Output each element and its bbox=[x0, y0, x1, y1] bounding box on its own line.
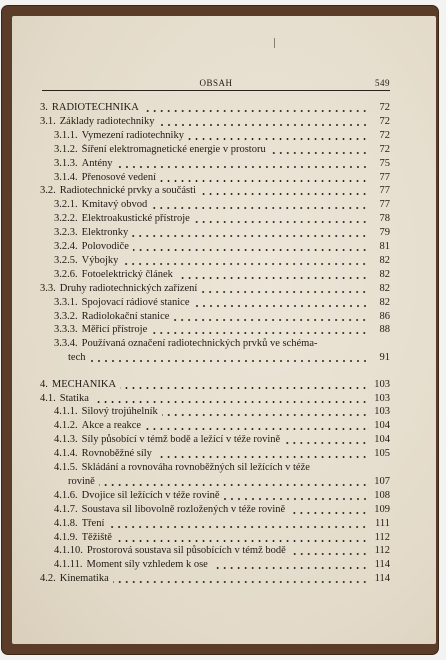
toc-entry-title: Elektroakustické přístroje bbox=[81, 213, 190, 225]
toc-subsection[interactable] bbox=[54, 545, 390, 557]
toc-entry-number: 4.1.7. bbox=[54, 503, 78, 515]
toc-entry[interactable] bbox=[54, 338, 390, 350]
toc-chapter[interactable] bbox=[40, 102, 390, 114]
toc-entry-title-continuation: rovině bbox=[68, 475, 95, 487]
toc-entry-number: 4.1.3. bbox=[54, 434, 78, 446]
header-title: OBSAH bbox=[199, 78, 233, 88]
toc-subsection[interactable] bbox=[54, 269, 390, 281]
toc-entry-number: 4.1.8. bbox=[54, 517, 78, 529]
toc-entry-number: 3.3.1. bbox=[54, 296, 78, 308]
toc-entry-title: Fotoelektrický článek bbox=[81, 268, 173, 280]
toc-subsection[interactable] bbox=[54, 532, 390, 544]
dot-leader bbox=[173, 319, 368, 321]
toc-subsection[interactable] bbox=[54, 144, 390, 156]
toc-chapter[interactable] bbox=[40, 379, 390, 391]
dot-leader bbox=[177, 277, 368, 279]
toc-entry-number: 3.1.3. bbox=[54, 157, 78, 169]
dot-leader bbox=[156, 456, 368, 458]
toc-entry-number: 4.1. bbox=[40, 392, 56, 404]
dot-leader bbox=[200, 193, 368, 195]
dot-leader bbox=[143, 110, 368, 112]
toc-section[interactable] bbox=[40, 185, 390, 197]
toc-entry-title: MECHANIKA bbox=[51, 378, 117, 390]
toc-entry-number: 3.2. bbox=[40, 185, 56, 197]
dot-leader bbox=[122, 263, 368, 265]
toc-entry-title: Těžiště bbox=[81, 531, 112, 543]
toc-entry-number: 3.2.2. bbox=[54, 213, 78, 225]
toc-entry-number: 4.1.1. bbox=[54, 406, 78, 418]
toc-entry-page: 104 bbox=[374, 420, 390, 432]
toc-entry-continuation[interactable] bbox=[68, 352, 390, 364]
toc-entry-page: 72 bbox=[379, 115, 390, 127]
dot-leader bbox=[160, 180, 368, 182]
dot-leader bbox=[113, 581, 368, 583]
toc-entry-number: 4.1.2. bbox=[54, 420, 78, 432]
running-header bbox=[42, 74, 390, 91]
toc-subsection[interactable] bbox=[54, 227, 390, 239]
toc-entry-page: 104 bbox=[374, 434, 390, 446]
toc-subsection[interactable] bbox=[54, 130, 390, 142]
dot-leader bbox=[159, 124, 368, 126]
toc-subsection[interactable] bbox=[54, 490, 390, 502]
toc-entry-title: Soustava sil libovolně rozložených v téže rovině bbox=[81, 503, 286, 515]
toc-entry-number: 3.2.5. bbox=[54, 254, 78, 266]
toc-entry-number: 3.2.1. bbox=[54, 199, 78, 211]
toc-entry-title: Rovnoběžné síly bbox=[81, 448, 152, 460]
toc-entry-title: Základy radiotechniky bbox=[59, 115, 155, 127]
toc-entry-page: 114 bbox=[374, 573, 390, 585]
toc-entry-title: Druhy radiotechnických zařízení bbox=[59, 282, 198, 294]
dot-leader bbox=[224, 498, 368, 500]
dot-leader bbox=[151, 332, 368, 334]
toc-entry-page: 82 bbox=[379, 296, 390, 308]
toc-section[interactable] bbox=[40, 283, 390, 295]
toc-entry-number: 3.1.1. bbox=[54, 129, 78, 141]
dot-leader bbox=[120, 387, 368, 389]
toc-entry-page: 72 bbox=[379, 102, 390, 113]
toc-subsection[interactable] bbox=[54, 448, 390, 460]
toc-entry-title: Skládání a rovnováha rovnoběžných sil ležících v téže bbox=[81, 462, 310, 473]
toc-subsection[interactable] bbox=[54, 311, 390, 323]
toc-entry-page: 88 bbox=[379, 324, 390, 336]
toc-subsection[interactable] bbox=[54, 518, 390, 530]
toc-subsection[interactable] bbox=[54, 324, 390, 336]
toc-entry-page: 82 bbox=[379, 268, 390, 280]
dot-leader bbox=[201, 291, 368, 293]
book-page bbox=[12, 16, 436, 644]
toc-entry-title: Elektronky bbox=[81, 227, 129, 239]
dot-leader bbox=[284, 442, 368, 444]
toc-subsection[interactable] bbox=[54, 406, 390, 418]
toc-section[interactable] bbox=[40, 573, 390, 585]
toc-entry-page: 103 bbox=[374, 378, 390, 390]
dot-leader bbox=[290, 553, 368, 555]
toc-entry-page: 82 bbox=[379, 282, 390, 294]
dot-leader bbox=[212, 567, 368, 569]
toc-section[interactable] bbox=[40, 393, 390, 405]
dot-leader bbox=[151, 207, 368, 209]
toc-entry-page: 111 bbox=[375, 517, 390, 529]
toc-subsection[interactable] bbox=[54, 255, 390, 267]
toc-entry-number: 3.2.6. bbox=[54, 268, 78, 280]
toc-entry-page: 91 bbox=[379, 352, 390, 364]
toc-subsection[interactable] bbox=[54, 241, 390, 253]
dot-leader bbox=[99, 484, 368, 486]
toc-entry-title: Polovodiče bbox=[81, 241, 129, 252]
toc-entry-title: Přenosové vedení bbox=[81, 171, 156, 183]
dot-leader bbox=[194, 221, 368, 223]
toc-entry-number: 3. bbox=[40, 102, 48, 113]
toc-entry-number: 3.1. bbox=[40, 115, 56, 127]
dot-leader bbox=[108, 526, 368, 528]
toc-entry-title: Výbojky bbox=[81, 254, 119, 266]
toc-subsection[interactable] bbox=[54, 213, 390, 225]
toc-entry-page: 79 bbox=[379, 227, 390, 239]
toc-subsection[interactable] bbox=[54, 199, 390, 211]
toc-subsection[interactable] bbox=[54, 434, 390, 446]
toc-entry-number: 3.3.2. bbox=[54, 310, 78, 322]
dot-leader bbox=[116, 540, 368, 542]
toc-entry-continuation[interactable] bbox=[68, 476, 390, 488]
toc-entry-title: Moment síly vzhledem k ose bbox=[86, 559, 208, 571]
toc-entry-page: 103 bbox=[374, 406, 390, 418]
toc-entry-number: 4.1.10. bbox=[54, 545, 83, 557]
toc-entry-title: Síly působící v témž bodě a ležící v téže rovině bbox=[81, 434, 281, 446]
dot-leader bbox=[90, 360, 369, 362]
toc-entry-title: Radiotechnické prvky a součásti bbox=[59, 185, 196, 197]
toc-entry-title: Šíření elektromagnetické energie v prostoru bbox=[81, 143, 266, 155]
toc-subsection[interactable] bbox=[54, 559, 390, 571]
dot-leader bbox=[93, 401, 368, 403]
header-page-number: 549 bbox=[375, 78, 390, 88]
toc-subsection[interactable] bbox=[54, 172, 390, 184]
toc-subsection[interactable] bbox=[54, 420, 390, 432]
toc-entry-title: RADIOTECHNIKA bbox=[51, 102, 139, 113]
toc-entry-number: 4.1.9. bbox=[54, 531, 78, 543]
toc-entry-number: 3.3.3. bbox=[54, 324, 78, 336]
toc-entry-number: 3.3. bbox=[40, 282, 56, 294]
toc-entry-page: 82 bbox=[379, 254, 390, 266]
toc-entry-page: 78 bbox=[379, 213, 390, 225]
dot-leader bbox=[270, 152, 368, 154]
book-cover bbox=[2, 6, 438, 654]
toc-entry-page: 75 bbox=[379, 157, 390, 169]
toc-entry-number: 3.2.3. bbox=[54, 227, 78, 239]
toc-entry-page: 77 bbox=[379, 199, 390, 211]
toc-entry-number: 4.2. bbox=[40, 573, 56, 585]
toc-entry-title: Radiolokační stanice bbox=[81, 310, 170, 322]
toc-entry-page: 72 bbox=[379, 129, 390, 141]
dot-leader bbox=[194, 305, 368, 307]
toc-entry-number: 3.2.4. bbox=[54, 241, 78, 252]
toc-entry-page: 86 bbox=[379, 310, 390, 322]
dot-leader bbox=[162, 414, 368, 416]
toc-subsection[interactable] bbox=[54, 504, 390, 516]
toc-entry-page: 109 bbox=[374, 503, 390, 515]
toc-entry-page: 108 bbox=[374, 489, 390, 501]
toc-entry-number: 4.1.6. bbox=[54, 489, 78, 501]
toc-entry-title: Kmitavý obvod bbox=[81, 199, 148, 211]
toc-entry-page: 105 bbox=[374, 448, 390, 460]
toc-entry-number: 3.1.2. bbox=[54, 143, 78, 155]
dot-leader bbox=[132, 235, 368, 237]
toc-entry-page: 107 bbox=[374, 475, 390, 487]
toc-entry-number: 3.3.4. bbox=[54, 338, 78, 350]
toc-entry-title: Akce a reakce bbox=[81, 420, 142, 432]
dot-leader bbox=[145, 428, 368, 430]
toc-entry-page: 81 bbox=[379, 241, 390, 252]
toc-entry-number: 4.1.11. bbox=[54, 559, 83, 571]
toc-entry-page: 112 bbox=[374, 531, 390, 543]
toc-entry-page: 103 bbox=[374, 392, 390, 404]
toc-entry-title: Antény bbox=[81, 157, 113, 169]
toc-entry-page: 77 bbox=[379, 171, 390, 183]
toc-entry-title: Měřicí přístroje bbox=[81, 324, 148, 336]
toc-entry-title: Vymezení radiotechniky bbox=[81, 129, 184, 141]
dot-leader bbox=[289, 512, 368, 514]
dot-leader bbox=[188, 138, 368, 140]
toc-entry-number: 3.1.4. bbox=[54, 171, 78, 183]
toc-entry-title: Dvojice sil ležících v téže rovině bbox=[81, 489, 220, 501]
dot-leader bbox=[133, 249, 368, 251]
toc-entry-title: Statika bbox=[59, 392, 89, 404]
toc-entry-title: Kinematika bbox=[59, 573, 109, 585]
toc-entry-title: Používaná označení radiotechnických prvků ve schéma- bbox=[81, 338, 318, 350]
toc-entry-title-continuation: tech bbox=[68, 352, 86, 364]
toc-entry-title: Prostorová soustava sil působících v témž bodě bbox=[86, 545, 286, 557]
toc-section[interactable] bbox=[40, 116, 390, 128]
toc-entry-page: 72 bbox=[379, 143, 390, 155]
page-mark bbox=[274, 38, 275, 48]
toc-entry-title: Spojovací rádiové stanice bbox=[81, 296, 190, 308]
toc-entry-number: 4. bbox=[40, 378, 48, 390]
toc-entry-page: 114 bbox=[374, 559, 390, 571]
toc-entry-title: Silový trojúhelník bbox=[81, 406, 158, 418]
toc-entry[interactable] bbox=[54, 462, 390, 474]
toc-subsection[interactable] bbox=[54, 297, 390, 309]
toc-entry-number: 4.1.4. bbox=[54, 448, 78, 460]
toc-entry-page: 112 bbox=[374, 545, 390, 557]
dot-leader bbox=[117, 166, 368, 168]
toc-entry-number: 4.1.5. bbox=[54, 462, 78, 473]
toc-entry-title: Tření bbox=[81, 517, 105, 529]
toc-subsection[interactable] bbox=[54, 158, 390, 170]
toc-entry-page: 77 bbox=[379, 185, 390, 197]
